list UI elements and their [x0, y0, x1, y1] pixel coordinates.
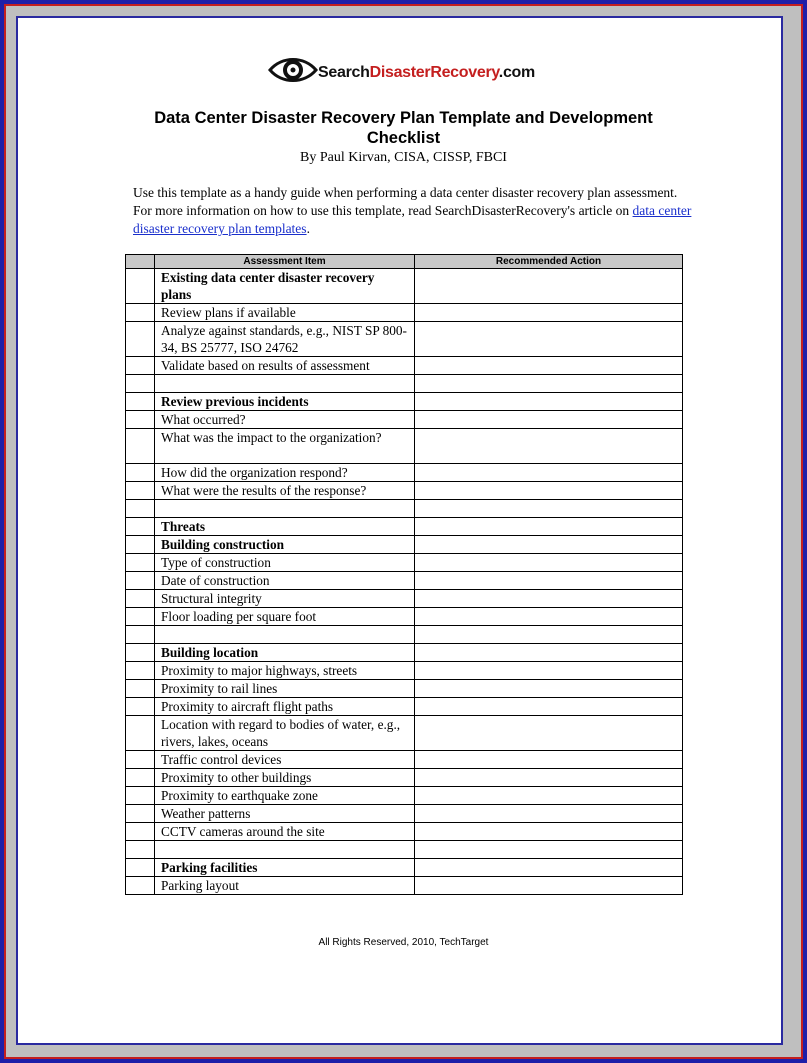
row-check-cell[interactable]	[126, 322, 155, 357]
recommended-action-cell[interactable]	[415, 680, 683, 698]
section-heading-cell: Threats	[155, 518, 415, 536]
section-heading-cell: Building location	[155, 644, 415, 662]
assessment-item-cell: Proximity to aircraft flight paths	[155, 698, 415, 716]
assessment-item-cell: What was the impact to the organization?	[155, 429, 415, 464]
table-row	[126, 769, 683, 787]
row-check-cell[interactable]	[126, 662, 155, 680]
logo-text-accent: DisasterRecovery	[369, 64, 499, 81]
table-row	[126, 500, 683, 518]
article-link[interactable]: data center disaster recovery plan templates	[133, 203, 692, 236]
assessment-item-cell: Proximity to other buildings	[155, 769, 415, 787]
table-row	[126, 662, 683, 680]
assessment-item-cell: Type of construction	[155, 554, 415, 572]
table-row	[126, 304, 683, 322]
assessment-item-cell: Traffic control devices	[155, 751, 415, 769]
recommended-action-cell[interactable]	[415, 859, 683, 877]
recommended-action-cell[interactable]	[415, 698, 683, 716]
row-check-cell[interactable]	[126, 805, 155, 823]
row-check-cell[interactable]	[126, 482, 155, 500]
table-row	[126, 859, 683, 877]
title-line-1: Data Center Disaster Recovery Plan Template and Development	[154, 109, 653, 127]
recommended-action-cell[interactable]	[415, 572, 683, 590]
intro-paragraph	[133, 184, 693, 238]
table-row	[126, 698, 683, 716]
assessment-item-cell	[155, 375, 415, 393]
recommended-action-cell[interactable]	[415, 716, 683, 751]
row-check-cell[interactable]	[126, 393, 155, 411]
row-check-cell[interactable]	[126, 698, 155, 716]
recommended-action-cell[interactable]	[415, 841, 683, 859]
table-row	[126, 411, 683, 429]
table-row	[126, 429, 683, 464]
table-row	[126, 751, 683, 769]
assessment-item-cell: CCTV cameras around the site	[155, 823, 415, 841]
row-check-cell[interactable]	[126, 375, 155, 393]
row-check-cell[interactable]	[126, 751, 155, 769]
table-row	[126, 608, 683, 626]
assessment-item-cell: Floor loading per square foot	[155, 608, 415, 626]
assessment-item-cell: Weather patterns	[155, 805, 415, 823]
recommended-action-cell[interactable]	[415, 393, 683, 411]
row-check-cell[interactable]	[126, 429, 155, 464]
section-heading-cell: Existing data center disaster recovery plans	[155, 269, 415, 304]
row-check-cell[interactable]	[126, 769, 155, 787]
row-check-cell[interactable]	[126, 859, 155, 877]
table-row	[126, 644, 683, 662]
intro-end: .	[306, 221, 310, 236]
assessment-item-cell: Validate based on results of assessment	[155, 357, 415, 375]
table-row	[126, 375, 683, 393]
recommended-action-cell[interactable]	[415, 304, 683, 322]
table-row	[126, 572, 683, 590]
intro-text: Use this template as a handy guide when performing a data center disaster recovery plan assessment. For more information on how to use this template, read SearchDisasterRecovery's article on	[133, 185, 678, 218]
recommended-action-cell[interactable]	[415, 500, 683, 518]
recommended-action-cell[interactable]	[415, 536, 683, 554]
table-row	[126, 787, 683, 805]
row-check-cell[interactable]	[126, 554, 155, 572]
recommended-action-cell[interactable]	[415, 877, 683, 895]
recommended-action-cell[interactable]	[415, 662, 683, 680]
header-assessment-item: Assessment Item	[155, 255, 415, 269]
recommended-action-cell[interactable]	[415, 644, 683, 662]
recommended-action-cell[interactable]	[415, 751, 683, 769]
row-check-cell[interactable]	[126, 518, 155, 536]
row-check-cell[interactable]	[126, 304, 155, 322]
author-line: By Paul Kirvan, CISA, CISSP, FBCI	[300, 150, 507, 165]
row-check-cell[interactable]	[126, 716, 155, 751]
recommended-action-cell[interactable]	[415, 375, 683, 393]
assessment-item-cell: Proximity to earthquake zone	[155, 787, 415, 805]
assessment-item-cell	[155, 500, 415, 518]
recommended-action-cell[interactable]	[415, 429, 683, 464]
row-check-cell[interactable]	[126, 464, 155, 482]
row-check-cell[interactable]	[126, 357, 155, 375]
table-row	[126, 518, 683, 536]
row-check-cell[interactable]	[126, 823, 155, 841]
table-row	[126, 269, 683, 304]
recommended-action-cell[interactable]	[415, 769, 683, 787]
header-recommended-action: Recommended Action	[415, 255, 683, 269]
checklist-table	[125, 254, 683, 895]
recommended-action-cell[interactable]	[415, 823, 683, 841]
assessment-item-cell	[155, 841, 415, 859]
row-check-cell[interactable]	[126, 644, 155, 662]
section-heading-cell: Building construction	[155, 536, 415, 554]
assessment-item-cell: Review plans if available	[155, 304, 415, 322]
table-row	[126, 626, 683, 644]
table-row	[126, 823, 683, 841]
row-check-cell[interactable]	[126, 608, 155, 626]
row-check-cell[interactable]	[126, 680, 155, 698]
table-header-row	[126, 255, 683, 269]
table-row	[126, 716, 683, 751]
table-row	[126, 805, 683, 823]
table-row	[126, 680, 683, 698]
assessment-item-cell: Date of construction	[155, 572, 415, 590]
table-row	[126, 322, 683, 357]
recommended-action-cell[interactable]	[415, 626, 683, 644]
recommended-action-cell[interactable]	[415, 590, 683, 608]
row-check-cell[interactable]	[126, 269, 155, 304]
table-row	[126, 482, 683, 500]
recommended-action-cell[interactable]	[415, 464, 683, 482]
recommended-action-cell[interactable]	[415, 269, 683, 304]
row-check-cell[interactable]	[126, 572, 155, 590]
recommended-action-cell[interactable]	[415, 411, 683, 429]
row-check-cell[interactable]	[126, 411, 155, 429]
footer-copyright: All Rights Reserved, 2010, TechTarget	[318, 937, 489, 948]
row-check-cell[interactable]	[126, 536, 155, 554]
row-check-cell[interactable]	[126, 787, 155, 805]
assessment-item-cell: Proximity to rail lines	[155, 680, 415, 698]
recommended-action-cell[interactable]	[415, 518, 683, 536]
assessment-item-cell: Structural integrity	[155, 590, 415, 608]
assessment-item-cell: How did the organization respond?	[155, 464, 415, 482]
checklist-body	[126, 269, 683, 895]
table-row	[126, 357, 683, 375]
recommended-action-cell[interactable]	[415, 322, 683, 357]
header-blank	[126, 255, 155, 269]
assessment-item-cell: Analyze against standards, e.g., NIST SP 800-34, BS 25777, ISO 24762	[155, 322, 415, 357]
assessment-item-cell: What occurred?	[155, 411, 415, 429]
assessment-item-cell: What were the results of the response?	[155, 482, 415, 500]
row-check-cell[interactable]	[126, 500, 155, 518]
assessment-item-cell: Proximity to major highways, streets	[155, 662, 415, 680]
row-check-cell[interactable]	[126, 877, 155, 895]
table-row	[126, 841, 683, 859]
row-check-cell[interactable]	[126, 841, 155, 859]
recommended-action-cell[interactable]	[415, 357, 683, 375]
document-title	[100, 108, 707, 148]
assessment-item-cell: Parking layout	[155, 877, 415, 895]
recommended-action-cell[interactable]	[415, 805, 683, 823]
assessment-item-cell	[155, 626, 415, 644]
section-heading-cell: Review previous incidents	[155, 393, 415, 411]
table-row	[126, 877, 683, 895]
recommended-action-cell[interactable]	[415, 608, 683, 626]
recommended-action-cell[interactable]	[415, 787, 683, 805]
logo-text-main: Search	[318, 64, 370, 81]
table-row	[126, 536, 683, 554]
recommended-action-cell[interactable]	[415, 482, 683, 500]
table-row	[126, 554, 683, 572]
row-check-cell[interactable]	[126, 626, 155, 644]
site-logo-text	[318, 64, 535, 82]
logo-text-tail: .com	[498, 64, 535, 81]
title-line-2: Checklist	[366, 129, 441, 147]
table-row	[126, 590, 683, 608]
table-row	[126, 464, 683, 482]
table-row	[126, 393, 683, 411]
row-check-cell[interactable]	[126, 590, 155, 608]
recommended-action-cell[interactable]	[415, 554, 683, 572]
assessment-item-cell: Location with regard to bodies of water, e.g., rivers, lakes, oceans	[155, 716, 415, 751]
section-heading-cell: Parking facilities	[155, 859, 415, 877]
